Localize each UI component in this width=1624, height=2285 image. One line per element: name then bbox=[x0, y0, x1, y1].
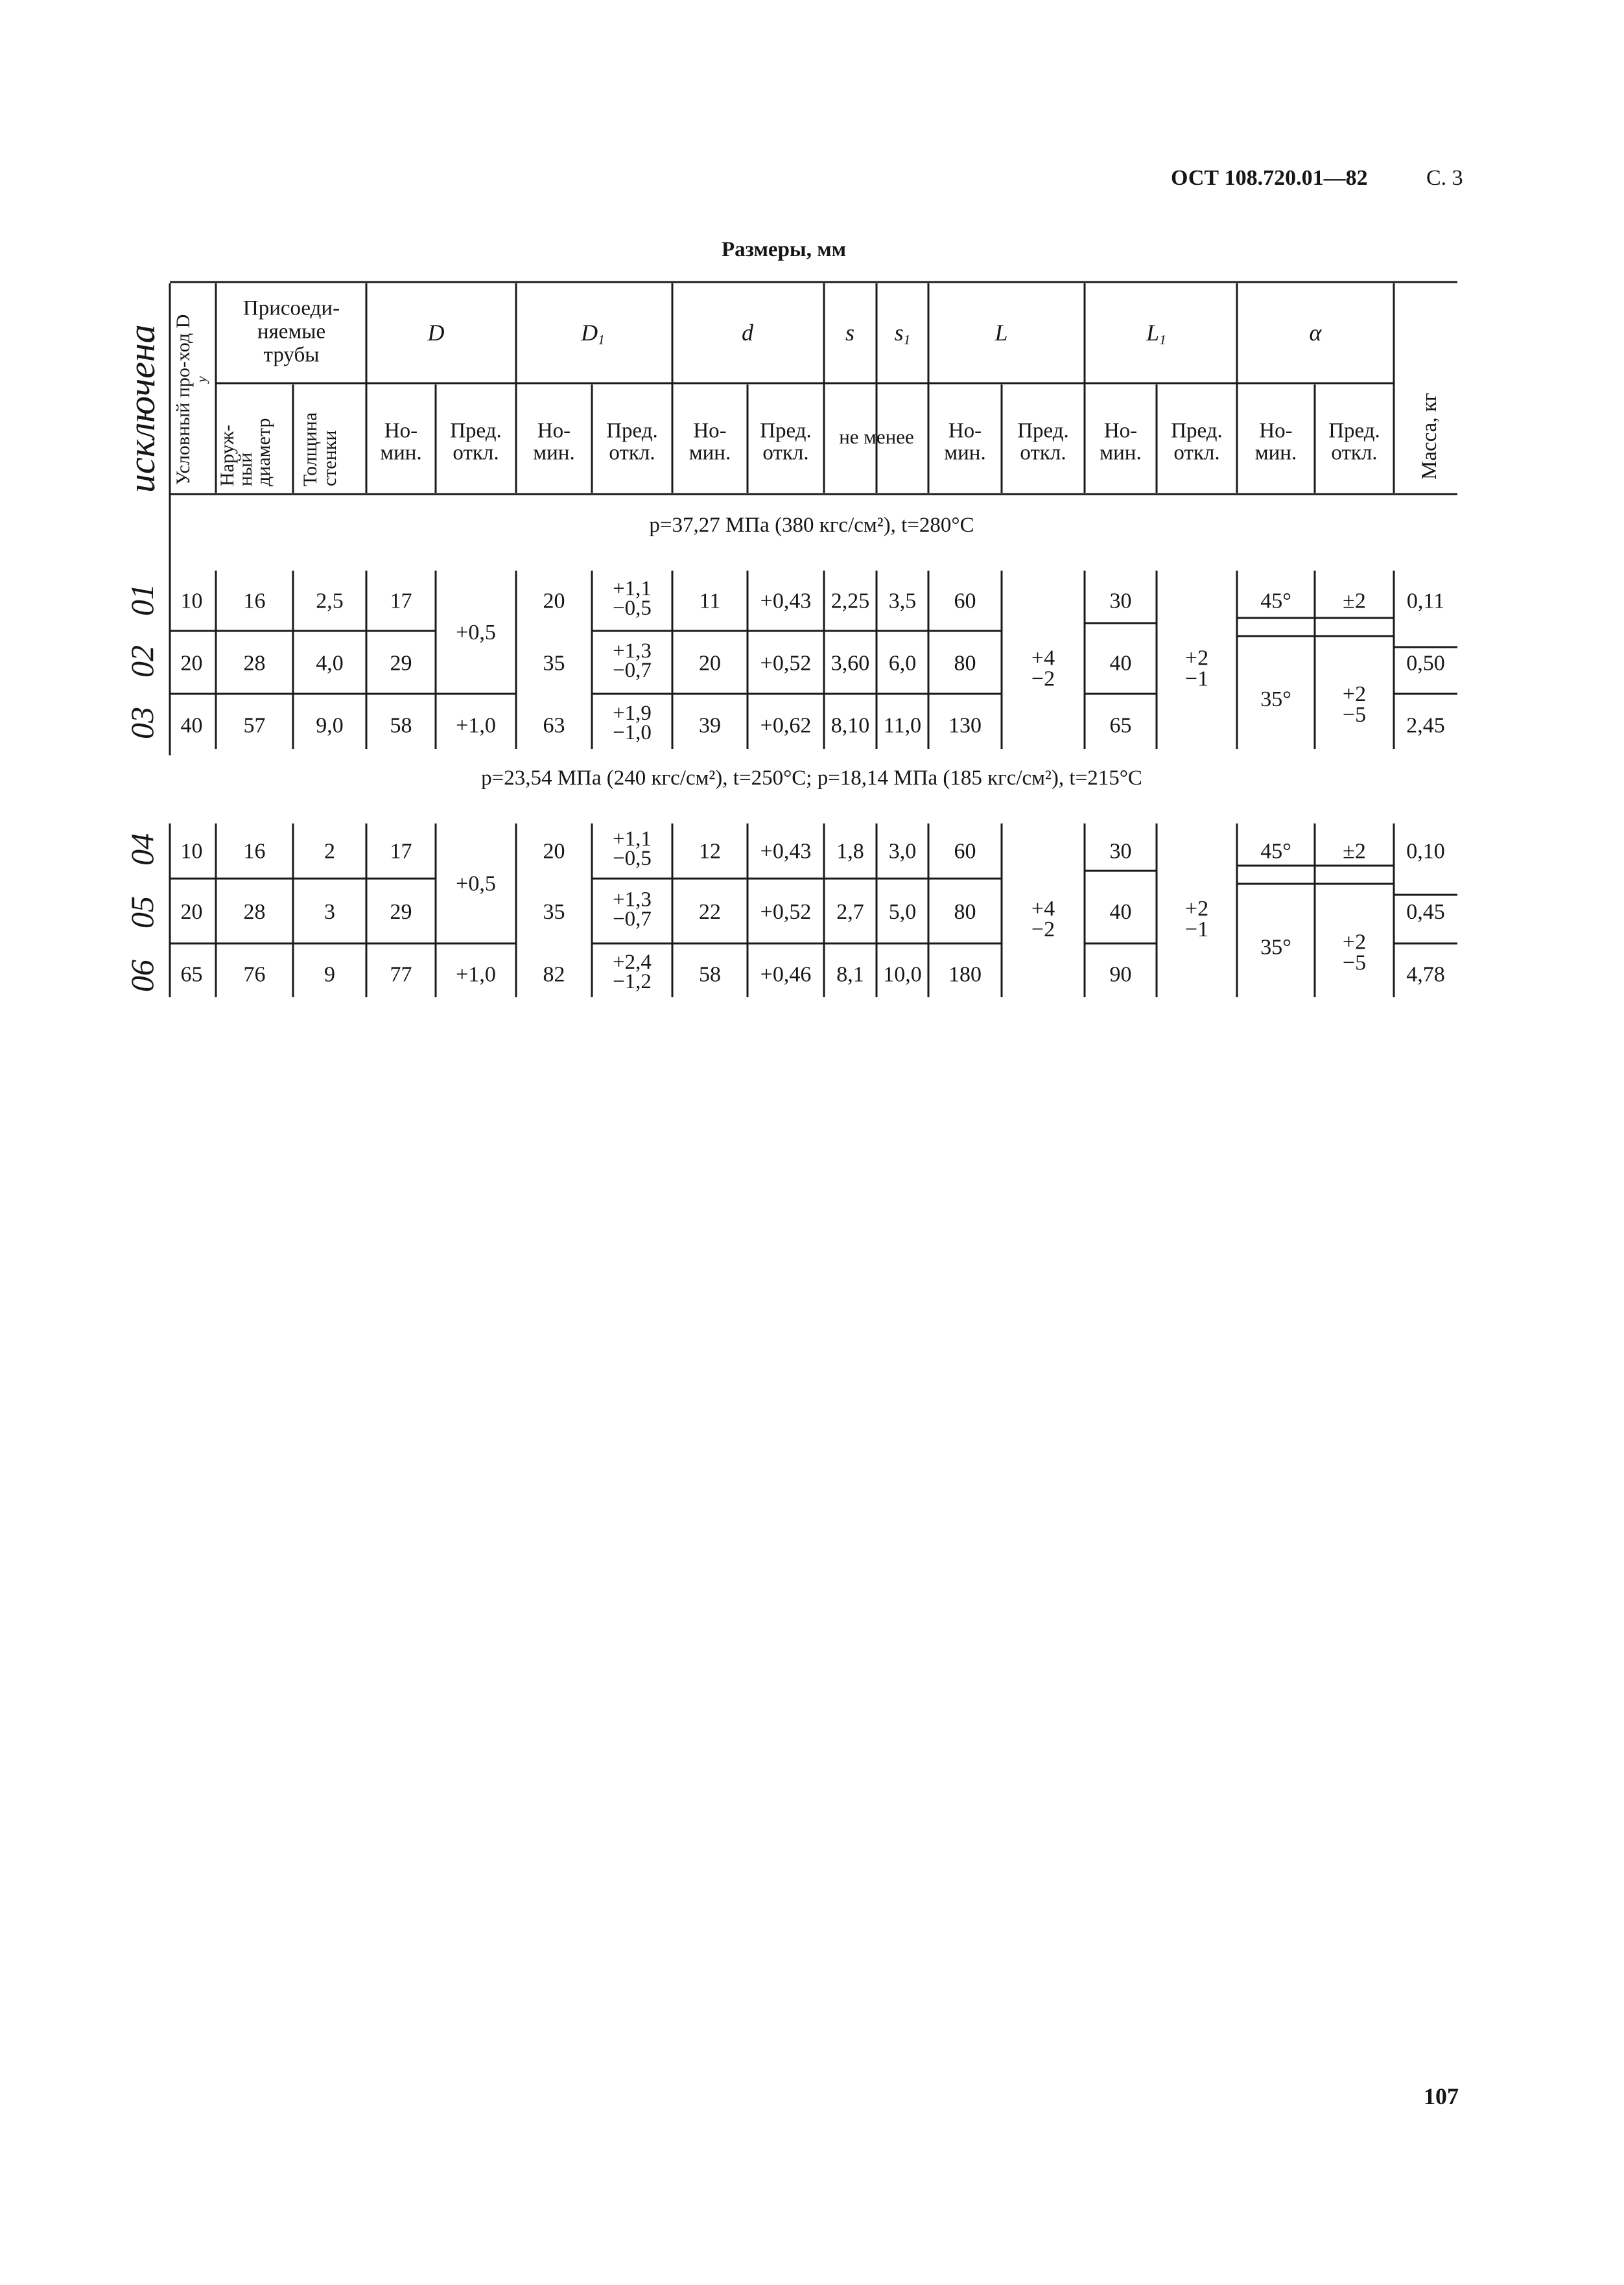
row-handwritten-mark: 03 bbox=[124, 707, 160, 739]
page-number: 107 bbox=[1424, 2083, 1459, 2109]
s-cell: 3,60 bbox=[830, 651, 870, 676]
table-caption: Размеры, мм bbox=[722, 238, 847, 261]
nominal-header: мин. bbox=[688, 441, 731, 465]
D1-header: D1 bbox=[581, 320, 605, 348]
L-tolerance-merged: −2 bbox=[1031, 917, 1055, 941]
mass-cell: 2,45 bbox=[1406, 713, 1445, 738]
alpha-tolerance-cell: ±2 bbox=[1343, 839, 1366, 864]
d-tolerance-cell: +0,52 bbox=[760, 900, 812, 924]
L-nominal-cell: 80 bbox=[954, 651, 976, 676]
L1-tolerance-merged: −1 bbox=[1184, 667, 1209, 691]
row-handwritten-mark: 04 bbox=[124, 833, 160, 866]
D1-nominal-cell: 63 bbox=[543, 713, 565, 738]
alpha-tolerance-merged: −5 bbox=[1342, 951, 1367, 975]
L1-nominal-cell: 30 bbox=[1109, 839, 1132, 864]
s-cell: 2,25 bbox=[830, 589, 870, 613]
alpha-nominal-merged: 35° bbox=[1260, 935, 1291, 960]
dy-header-sub: у bbox=[193, 376, 209, 383]
L1-header: L1 bbox=[1146, 320, 1166, 348]
wall-thickness-cell: 4,0 bbox=[316, 651, 344, 676]
L-tolerance-merged: +4 bbox=[1031, 896, 1055, 921]
outer-diameter-cell: 57 bbox=[243, 713, 266, 738]
D-nominal-cell: 17 bbox=[390, 839, 412, 864]
d-nominal-cell: 39 bbox=[699, 713, 721, 738]
d-tolerance-cell: +0,52 bbox=[760, 651, 812, 676]
D1-tolerance-cell: +1,1 bbox=[613, 577, 652, 601]
alpha-tolerance-merged: −5 bbox=[1342, 702, 1367, 727]
s-cell: 8,10 bbox=[830, 713, 870, 738]
s-cell: 8,1 bbox=[836, 962, 864, 987]
L-header: L bbox=[994, 320, 1008, 346]
tolerance-header: Пред. bbox=[1171, 419, 1223, 443]
d-tolerance-cell: +0,62 bbox=[760, 713, 812, 738]
D-tolerance-merged: +0,5 bbox=[456, 871, 496, 896]
D1-nominal-cell: 20 bbox=[543, 839, 565, 864]
tolerance-header: Пред. bbox=[450, 419, 502, 443]
D-header: D bbox=[427, 320, 445, 346]
L1-nominal-cell: 90 bbox=[1109, 962, 1132, 987]
L1-tolerance-merged: +2 bbox=[1184, 896, 1209, 921]
alpha-nominal-cell: 45° bbox=[1260, 839, 1291, 864]
pipes-group-header: трубы bbox=[263, 343, 320, 367]
D-nominal-cell: 77 bbox=[390, 962, 412, 987]
nominal-header: Но- bbox=[1259, 419, 1293, 443]
nominal-header: мин. bbox=[533, 441, 575, 465]
row-handwritten-mark: 05 bbox=[124, 896, 160, 929]
section-pressure-title: p=23,54 МПа (240 кгс/см²), t=250°С; p=18,14 МПа (185 кгс/см²), t=215°С bbox=[481, 766, 1142, 790]
tolerance-header: Пред. bbox=[606, 419, 658, 443]
outer-diameter-cell: 28 bbox=[243, 651, 266, 676]
d-tolerance-cell: +0,43 bbox=[760, 839, 812, 864]
mass-cell: 0,50 bbox=[1406, 651, 1445, 676]
L1-nominal-cell: 40 bbox=[1109, 651, 1132, 676]
s1-cell: 11,0 bbox=[883, 713, 922, 738]
wall-thickness-cell: 9,0 bbox=[316, 713, 344, 738]
nominal-header: Но- bbox=[693, 419, 727, 443]
row-handwritten-mark: 06 bbox=[124, 960, 160, 992]
alpha-header: α bbox=[1309, 320, 1322, 346]
s1-cell: 3,0 bbox=[888, 839, 917, 864]
D1-tolerance-cell: +2,4 bbox=[613, 951, 652, 975]
dy-cell: 40 bbox=[180, 713, 203, 738]
d-nominal-cell: 11 bbox=[699, 589, 721, 613]
d-header: d bbox=[742, 320, 753, 346]
D1-tolerance-cell: −0,7 bbox=[613, 907, 652, 931]
mass-cell: 0,11 bbox=[1406, 589, 1445, 613]
nominal-header: Но- bbox=[537, 419, 571, 443]
tolerance-header: откл. bbox=[1331, 441, 1378, 465]
D-tolerance-merged: +0,5 bbox=[456, 621, 496, 645]
D1-nominal-cell: 35 bbox=[543, 651, 565, 676]
s1-cell: 10,0 bbox=[883, 962, 922, 987]
L-nominal-cell: 60 bbox=[954, 839, 976, 864]
L-nominal-cell: 80 bbox=[954, 900, 976, 924]
D1-tolerance-cell: −1,0 bbox=[613, 721, 652, 745]
mass-header: Масса, кг bbox=[1418, 392, 1441, 480]
s-header: s bbox=[845, 320, 855, 346]
wall-thickness-cell: 2,5 bbox=[316, 589, 344, 613]
tolerance-header: откл. bbox=[1020, 441, 1066, 465]
dy-cell: 10 bbox=[180, 589, 203, 613]
tolerance-header: откл. bbox=[453, 441, 499, 465]
nominal-header: мин. bbox=[380, 441, 422, 465]
d-tolerance-cell: +0,43 bbox=[760, 589, 812, 613]
tolerance-header: Пред. bbox=[760, 419, 812, 443]
D1-nominal-cell: 35 bbox=[543, 900, 565, 924]
tolerance-header: Пред. bbox=[1328, 419, 1380, 443]
D1-tolerance-cell: −1,2 bbox=[613, 970, 652, 994]
D-nominal-cell: 17 bbox=[390, 589, 412, 613]
D1-tolerance-cell: −0,5 bbox=[613, 597, 652, 621]
doc-code: ОСТ 108.720.01—82 bbox=[1171, 166, 1368, 190]
dy-cell: 65 bbox=[180, 962, 203, 987]
s-cell: 1,8 bbox=[836, 839, 864, 864]
dy-header: Условный про-ход D bbox=[172, 314, 194, 485]
tolerance-header: откл. bbox=[609, 441, 655, 465]
L1-tolerance-merged: −1 bbox=[1184, 917, 1209, 941]
pipes-group-header: няемые bbox=[257, 320, 326, 344]
tolerance-header: откл. bbox=[762, 441, 809, 465]
L-nominal-cell: 130 bbox=[948, 713, 982, 738]
outer-diameter-cell: 28 bbox=[243, 900, 266, 924]
L-nominal-cell: 180 bbox=[948, 962, 982, 987]
L1-nominal-cell: 30 bbox=[1109, 589, 1132, 613]
dy-cell: 20 bbox=[180, 900, 203, 924]
d-nominal-cell: 58 bbox=[699, 962, 721, 987]
D1-tolerance-cell: +1,3 bbox=[613, 639, 652, 663]
page-ref: С. 3 bbox=[1426, 166, 1463, 190]
D-nominal-cell: 58 bbox=[390, 713, 412, 738]
d-nominal-cell: 20 bbox=[699, 651, 721, 676]
nominal-header: мин. bbox=[1254, 441, 1297, 465]
alpha-tolerance-cell: ±2 bbox=[1343, 589, 1366, 613]
s1-header: s1 bbox=[894, 320, 911, 348]
wall-thickness-header: Толщина bbox=[300, 412, 321, 486]
d-tolerance-cell: +0,46 bbox=[760, 962, 812, 987]
D1-tolerance-cell: +1,9 bbox=[613, 702, 652, 726]
row-handwritten-mark: 01 bbox=[124, 584, 160, 616]
wall-thickness-cell: 3 bbox=[324, 900, 335, 924]
nominal-header: Но- bbox=[1103, 419, 1138, 443]
mass-cell: 4,78 bbox=[1406, 962, 1445, 987]
wall-thickness-header: стенки bbox=[319, 430, 340, 486]
outer-diameter-header: Наруж- bbox=[217, 425, 238, 486]
D-tolerance-cell: +1,0 bbox=[456, 713, 496, 738]
alpha-nominal-merged: 35° bbox=[1260, 687, 1291, 711]
tolerance-header: откл. bbox=[1173, 441, 1220, 465]
dy-cell: 10 bbox=[180, 839, 203, 864]
D1-tolerance-cell: −0,7 bbox=[613, 659, 652, 683]
nominal-header: мин. bbox=[1100, 441, 1142, 465]
alpha-nominal-cell: 45° bbox=[1260, 589, 1291, 613]
D-nominal-cell: 29 bbox=[390, 651, 412, 676]
mass-cell: 0,10 bbox=[1406, 839, 1445, 864]
wall-thickness-cell: 2 bbox=[324, 839, 335, 864]
D1-tolerance-cell: +1,1 bbox=[613, 827, 652, 851]
dy-cell: 20 bbox=[180, 651, 203, 676]
outer-diameter-cell: 16 bbox=[243, 589, 266, 613]
pipes-group-header: Присоеди- bbox=[242, 296, 340, 320]
alpha-tolerance-merged: +2 bbox=[1342, 930, 1367, 954]
outer-diameter-cell: 76 bbox=[243, 962, 266, 987]
D-tolerance-cell: +1,0 bbox=[456, 962, 496, 987]
L-nominal-cell: 60 bbox=[954, 589, 976, 613]
not-less-header: не менее bbox=[839, 425, 914, 448]
L1-nominal-cell: 40 bbox=[1109, 900, 1132, 924]
row-handwritten-mark: 02 bbox=[124, 645, 160, 678]
D1-tolerance-cell: −0,5 bbox=[613, 847, 652, 871]
d-nominal-cell: 12 bbox=[699, 839, 721, 864]
s1-cell: 6,0 bbox=[888, 651, 917, 676]
L-tolerance-merged: +4 bbox=[1031, 646, 1055, 670]
margin-handwriting: исключена bbox=[121, 324, 163, 493]
s1-cell: 3,5 bbox=[888, 589, 917, 613]
L1-tolerance-merged: +2 bbox=[1184, 646, 1209, 670]
outer-diameter-header: диаметр bbox=[253, 418, 274, 486]
D1-tolerance-cell: +1,3 bbox=[613, 888, 652, 912]
tolerance-header: Пред. bbox=[1017, 419, 1069, 443]
outer-diameter-header: ный bbox=[235, 452, 256, 486]
outer-diameter-cell: 16 bbox=[243, 839, 266, 864]
D1-nominal-cell: 82 bbox=[543, 962, 565, 987]
wall-thickness-cell: 9 bbox=[324, 962, 335, 987]
nominal-header: Но- bbox=[948, 419, 982, 443]
nominal-header: Но- bbox=[384, 419, 418, 443]
D-nominal-cell: 29 bbox=[390, 900, 412, 924]
nominal-header: мин. bbox=[944, 441, 986, 465]
section-pressure-title: p=37,27 МПа (380 кгс/см²), t=280°С bbox=[649, 514, 974, 537]
L1-nominal-cell: 65 bbox=[1109, 713, 1132, 738]
alpha-tolerance-merged: +2 bbox=[1342, 681, 1367, 706]
d-nominal-cell: 22 bbox=[699, 900, 721, 924]
L-tolerance-merged: −2 bbox=[1031, 667, 1055, 691]
s-cell: 2,7 bbox=[836, 900, 864, 924]
D1-nominal-cell: 20 bbox=[543, 589, 565, 613]
s1-cell: 5,0 bbox=[888, 900, 917, 924]
mass-cell: 0,45 bbox=[1406, 900, 1445, 924]
